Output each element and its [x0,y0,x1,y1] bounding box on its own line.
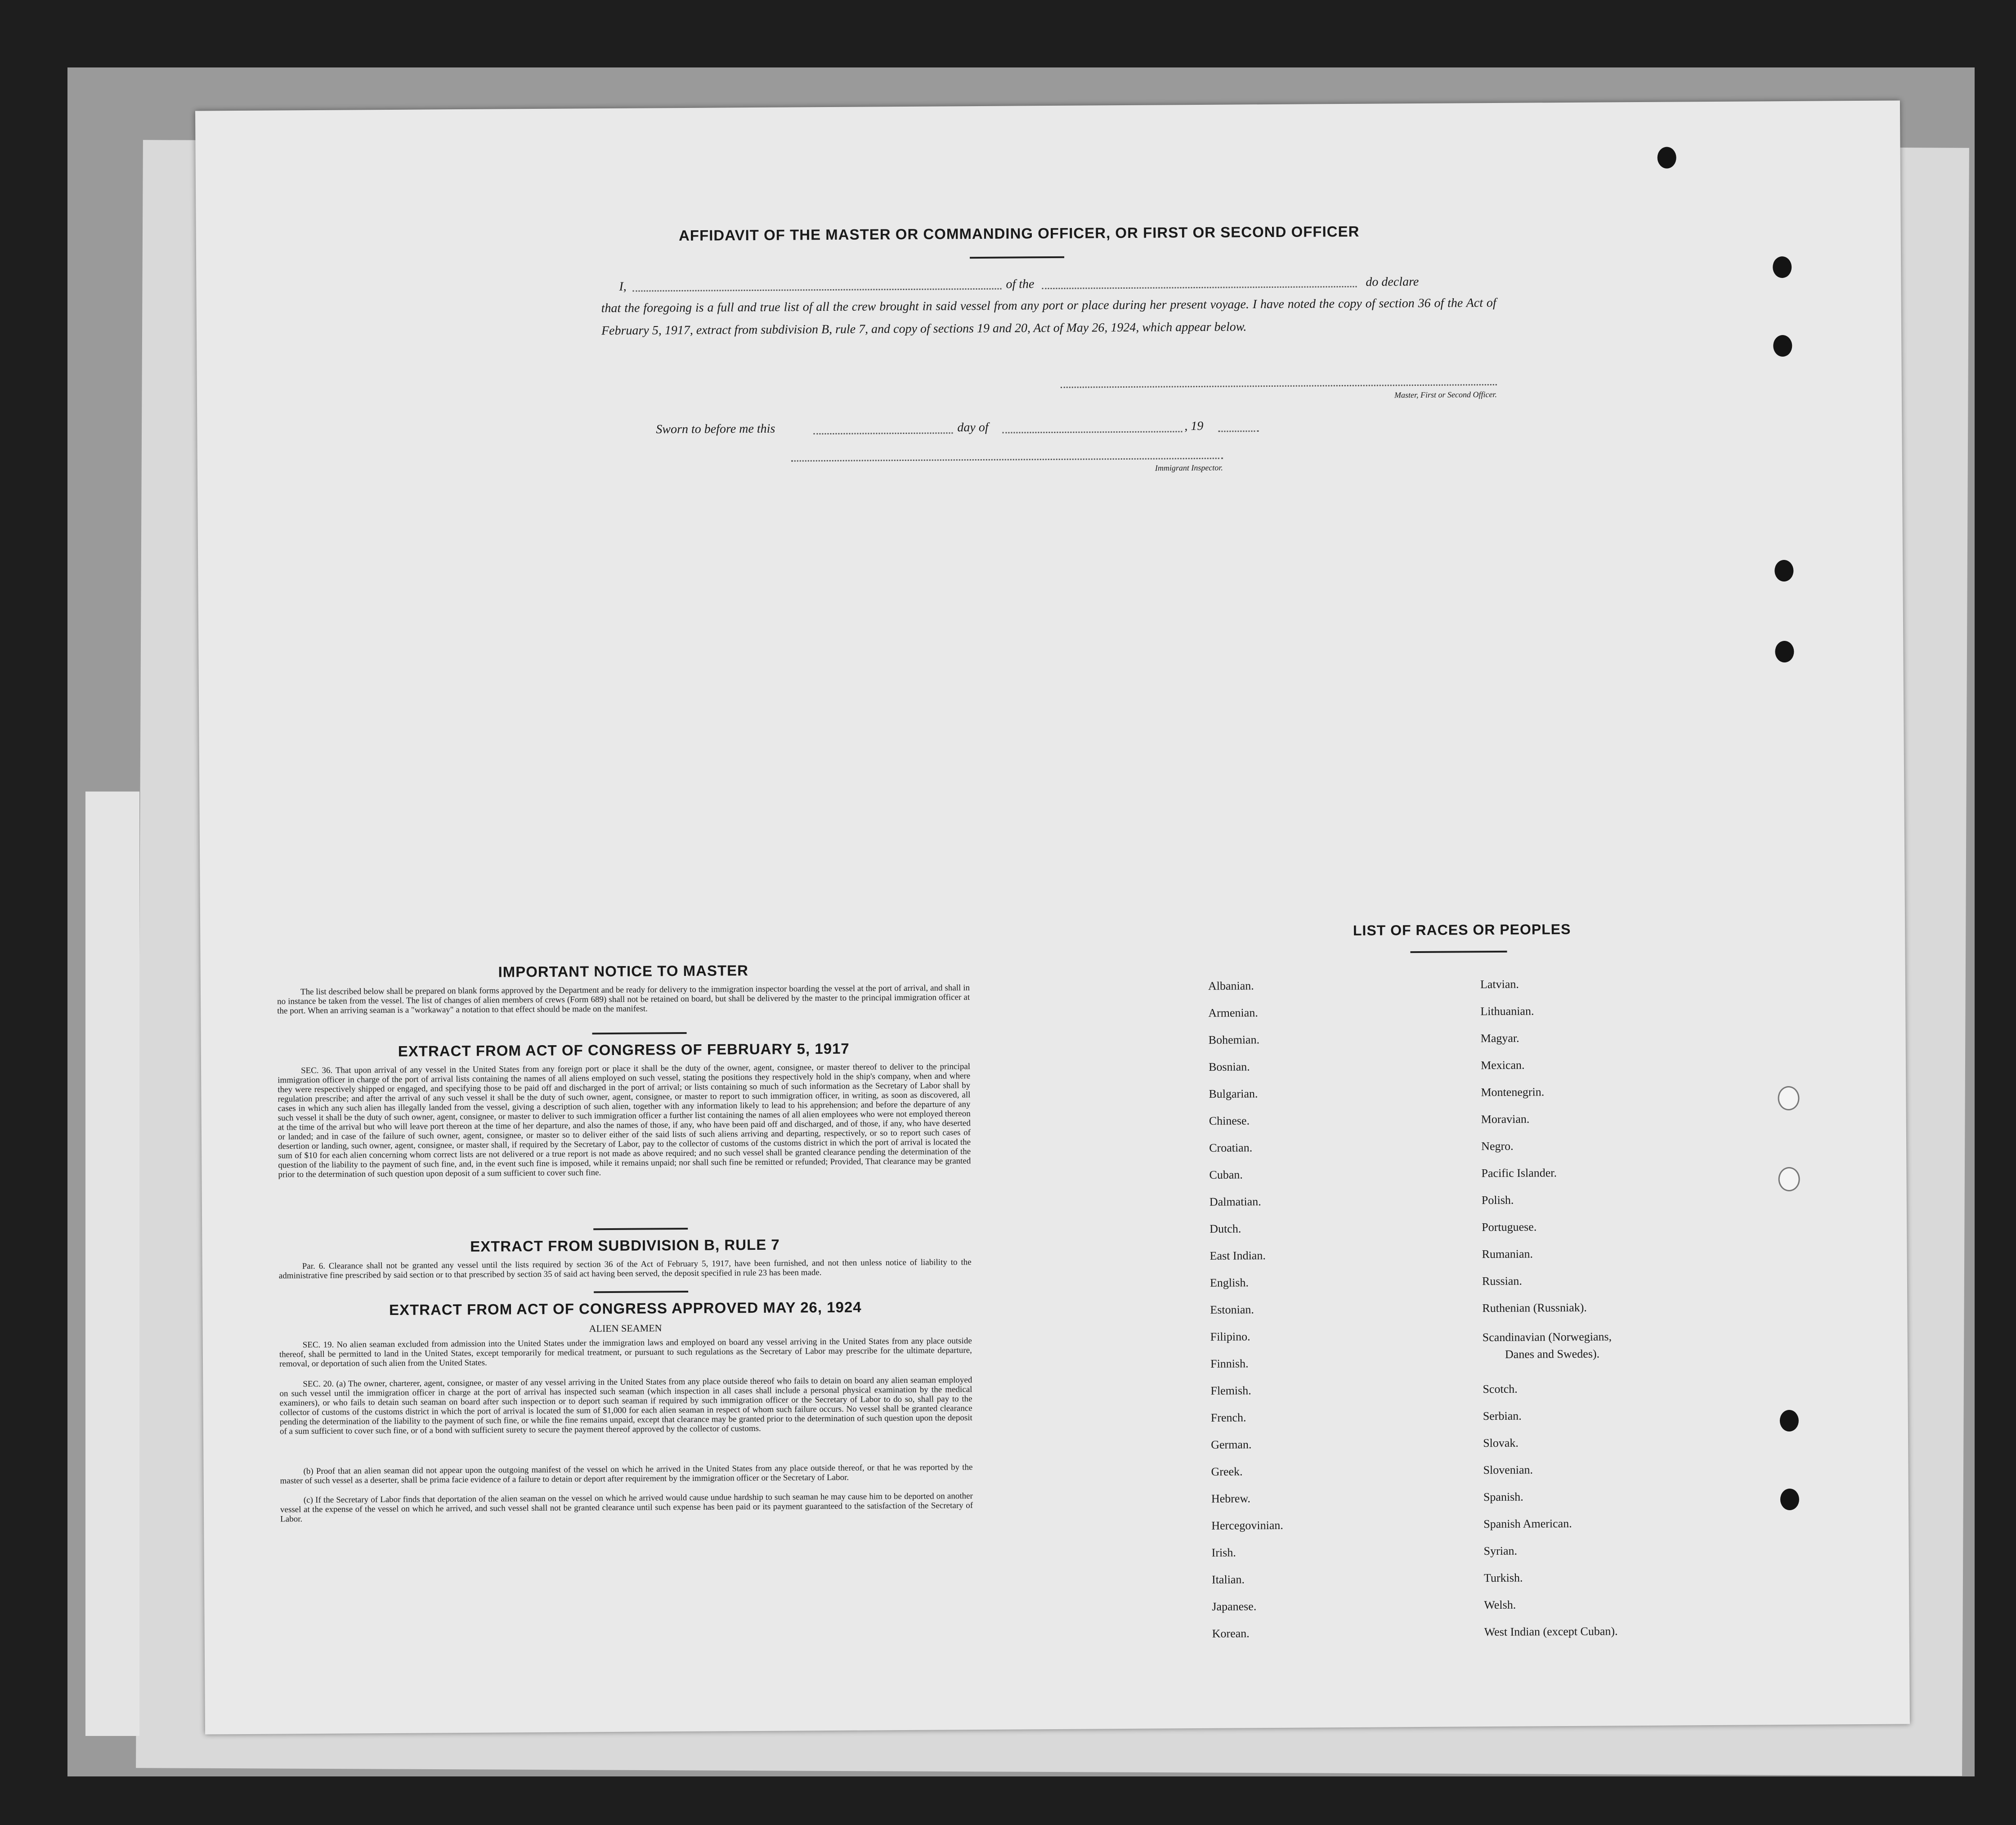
race-item: French. [1210,1411,1246,1424]
race-item: Hebrew. [1211,1492,1251,1505]
race-item: Scotch. [1483,1382,1518,1396]
race-item: Dutch. [1210,1222,1241,1235]
extract-1924-title: EXTRACT FROM ACT OF CONGRESS APPROVED MAY 26, 1924 [389,1298,862,1319]
day-of-text: day of [957,420,989,435]
race-item: Bulgarian. [1209,1087,1258,1100]
race-item: Rumanian. [1482,1247,1533,1261]
race-item: Bohemian. [1208,1033,1260,1047]
race-item: Spanish. [1483,1490,1523,1504]
inspector-signature-blank [791,458,1223,462]
binder-hole-icon [1778,1086,1799,1110]
sec-36-text: SEC. 36. That upon arrival of any vessel in the United States from any foreign port or place it shall be the duty of the owner, agent, consignee, or master thereof to deliver to the principal immigration officer in charge of the port of arrival lists containing the names of all aliens employed on such vessel, stating the positions they respectively hold in the ship's company, when and where they were respectively shipped or engaged, and specifying those to be paid off and discharged in the port of arrival; or lists containing so much of such information as the Secretary of Labor shall by regulation prescribe; and after the arrival of any such vessel it shall be the duty of such owner, agent, consignee, or master to report to such immigration officer, in writing, as soon as discovered, all cases in which any such alien has illegally landed from the vessel, giving a description of such alien, together with any information likely to lead to his apprehension; and before the departure of any such vessel it shall be the duty of such owner, agent, consignee, or master to deliver to such immigration officer a further list containing the names of all alien employees who were not employed thereon at the time of the arrival but who will leave port thereon at the time of her departure, and also the names of those, if any, who have been paid off and discharged, and of those, if any, who have deserted or landed; and in case of the failure of such owner, agent, consignee, or master so to deliver either of the said lists of such aliens arriving and departing, respectively, or so to report such cases of desertion or landing, such owner, agent, consignee, or master shall, if required by the Secretary of Labor, pay to the collector of customs of the customs district in which the port of arrival is located the sum of $10 for each alien concerning whom correct lists are not delivered or a true report is not made as above required; and no such vessel shall be granted clearance pending the determination of the question of the liability to the payment of such fine, and, in the event such fine is imposed, while it remains unpaid; nor shall such fine be remitted or refunded; Provided, That clearance may be granted prior to the determination of such question upon deposit of a sum sufficient to cover such fine. [278,1062,971,1180]
race-item: Russian. [1482,1274,1522,1288]
race-item: Filipino. [1210,1330,1250,1343]
race-item: German. [1211,1438,1252,1451]
race-item: Pacific Islander. [1481,1166,1557,1180]
year-blank [1218,430,1259,432]
races-rule [1410,951,1507,953]
rule-7-text: Par. 6. Clearance shall not be granted any vessel until the lists required by section 36 of the Act of February 5, 1917, have been furnished, and not then unless notice of liability to the administrative fine prescribed by said section or to that prescribed by section 35 of said act having been served, the deposit specified in rule 23 has been made. [278,1257,972,1281]
binder-hole-icon [1780,1410,1799,1431]
month-blank [1002,431,1182,433]
race-item: Negro. [1481,1139,1514,1153]
race-item: Serbian. [1483,1409,1522,1423]
binder-hole-icon [1773,335,1792,357]
race-item: Montenegrin. [1481,1085,1545,1099]
race-item: East Indian. [1210,1249,1266,1262]
binder-hole-icon [1774,560,1793,581]
year-text: , 19 [1184,419,1204,434]
race-item: Irish. [1211,1546,1236,1559]
manifest-page [195,100,1910,1734]
race-item: Albanian. [1208,979,1254,993]
race-item: Scandinavian (Norwegians, [1482,1330,1612,1344]
underlying-sheet-edge [85,792,139,1736]
race-item: Cuban. [1209,1168,1243,1181]
race-item: Hercegovinian. [1211,1518,1283,1532]
binder-hole-icon [1773,256,1792,278]
master-signature-blank [1061,384,1497,388]
race-item: Danes and Swedes). [1505,1347,1600,1361]
notice-title: IMPORTANT NOTICE TO MASTER [498,962,749,980]
race-item: Dalmatian. [1209,1195,1261,1208]
race-item: Polish. [1481,1193,1514,1207]
alien-seamen-subtitle: ALIEN SEAMEN [589,1322,662,1334]
sec-20c-text: (c) If the Secretary of Labor finds that deportation of the alien seaman on the vessel on which he arrived would cause undue hardship to such seaman he may cause him to be deported on another vessel at the expense of the vessel on which he arrived, and such vessel shall not be granted clearance until such expense has been paid or its payment guaranteed to the satisfaction of the Secretary of Labor. [280,1491,973,1524]
race-item: Moravian. [1481,1112,1530,1126]
race-item: Bosnian. [1208,1060,1250,1074]
binder-hole-icon [1778,1167,1800,1191]
notice-text: The list described below shall be prepared on blank forms approved by the Department and be ready for delivery to the immigration inspector boarding the vessel at the port of arrival, and shall in no instance be taken from the vessel. The list of changes of alien members of crews (Form 689) shall not be retained on board, but shall be delivered by the master to the principal immigration officer at the port. When an arriving seaman is a "workaway" a notation to that effect should be made on the manifest. [277,983,970,1016]
races-title: LIST OF RACES OR PEOPLES [1353,921,1571,939]
title-rule [970,256,1064,259]
race-item: Spanish American. [1483,1516,1572,1531]
race-item: Portuguese. [1482,1220,1537,1234]
affidavit-body: that the foregoing is a full and true list of all the crew brought in said vessel from any port or place during her present voyage. I have noted the copy of section 36 of the Act of February 5, 1917, extract from subdivision B, rule 7, and copy of sections 19 and 20, Act of May 26, 1924, which appear below. [601,295,1496,338]
vessel-blank [1042,286,1357,289]
affidavit-declare: do declare [1366,274,1419,289]
rule-7-title: EXTRACT FROM SUBDIVISION B, RULE 7 [470,1236,780,1255]
sec-20a-text: SEC. 20. (a) The owner, charterer, agent, consignee, or master of any vessel arriving in the United States from any place outside thereof who fails to detain on board any alien seaman employed on such vessel until the immigration officer in charge at the port of arrival has inspected such seaman (which inspection in all cases shall include a personal physical examination by the medical examiners), or who fails to detain such seaman on board after such inspection or to deport such seaman if required by such immigration officer or the Secretary of Labor to do so, shall pay to the collector of customs of the customs district in which the port of arrival is located the sum of $1,000 for each alien seaman in respect of whom such failure occurs. No vessel shall be granted clearance pending the determination of the liability to the payment of such fine, or while the fine remains unpaid, except that clearance may be granted prior to the determination of such question upon the deposit of a sum sufficient to cover such fine, or of a bond with sufficient surety to secure the payment thereof approved by the collector of customs. [279,1375,972,1436]
race-item: Latvian. [1480,977,1519,991]
race-item: English. [1210,1276,1249,1289]
binder-hole-icon [1658,147,1676,168]
binder-hole-icon [1780,1489,1799,1510]
race-item: Lithuanian. [1480,1004,1534,1018]
master-label: Master, First or Second Officer. [1394,389,1497,400]
race-item: Turkish. [1483,1571,1523,1585]
race-item: Magyar. [1480,1031,1519,1045]
affidavit-i: I, [619,279,627,294]
inspector-label: Immigrant Inspector. [1155,463,1223,473]
sworn-text: Sworn to before me this [656,421,775,437]
race-item: Mexican. [1480,1058,1525,1072]
race-item: Welsh. [1484,1598,1516,1612]
race-item: Greek. [1211,1465,1243,1478]
race-item: Italian. [1211,1573,1245,1586]
sec-19-text: SEC. 19. No alien seaman excluded from admission into the United States under the immigration laws and employed on board any vessel arriving in the United States from any place outside thereof, shall be permitted to land in the United States, except temporarily for medical treatment, or pursuant to such regulations as the Secretary of Labor may prescribe for the ultimate departure, removal, or deportation of such alien from the United States. [279,1336,972,1369]
sec-20b-text: (b) Proof that an alien seaman did not appear upon the outgoing manifest of the vessel on which he arrived in the United States from any place outside thereof, or that he was reported by the master of such vessel as a deserter, shall be prima facie evidence of a failure to detain or deport after requirement by the immigration officer or the Secretary of Labor. [280,1463,973,1486]
race-item: Slovak. [1483,1436,1519,1450]
race-item: Slovenian. [1483,1463,1533,1477]
rule-7-rule [594,1291,688,1293]
binder-hole-icon [1775,641,1794,662]
extract-1917-rule [593,1228,688,1230]
affidavit-title: AFFIDAVIT OF THE MASTER OR COMMANDING OFFICER, OR FIRST OR SECOND OFFICER [678,223,1360,244]
extract-1917-title: EXTRACT FROM ACT OF CONGRESS OF FEBRUARY 5, 1917 [398,1040,850,1060]
race-item: Ruthenian (Russniak). [1482,1301,1587,1315]
race-item: Croatian. [1209,1141,1253,1154]
race-item: Korean. [1212,1627,1250,1640]
race-item: Armenian. [1208,1006,1258,1020]
race-item: Finnish. [1210,1357,1249,1370]
race-item: Japanese. [1212,1600,1257,1613]
name-blank [632,288,1001,292]
race-item: Flemish. [1210,1384,1251,1397]
sworn-day-blank [813,432,953,434]
race-item: Estonian. [1210,1303,1254,1316]
race-item: Syrian. [1483,1544,1518,1558]
notice-rule [592,1032,687,1034]
race-item: Chinese. [1209,1114,1250,1127]
race-item: West Indian (except Cuban). [1484,1624,1618,1639]
affidavit-of-the: of the [1006,277,1035,291]
